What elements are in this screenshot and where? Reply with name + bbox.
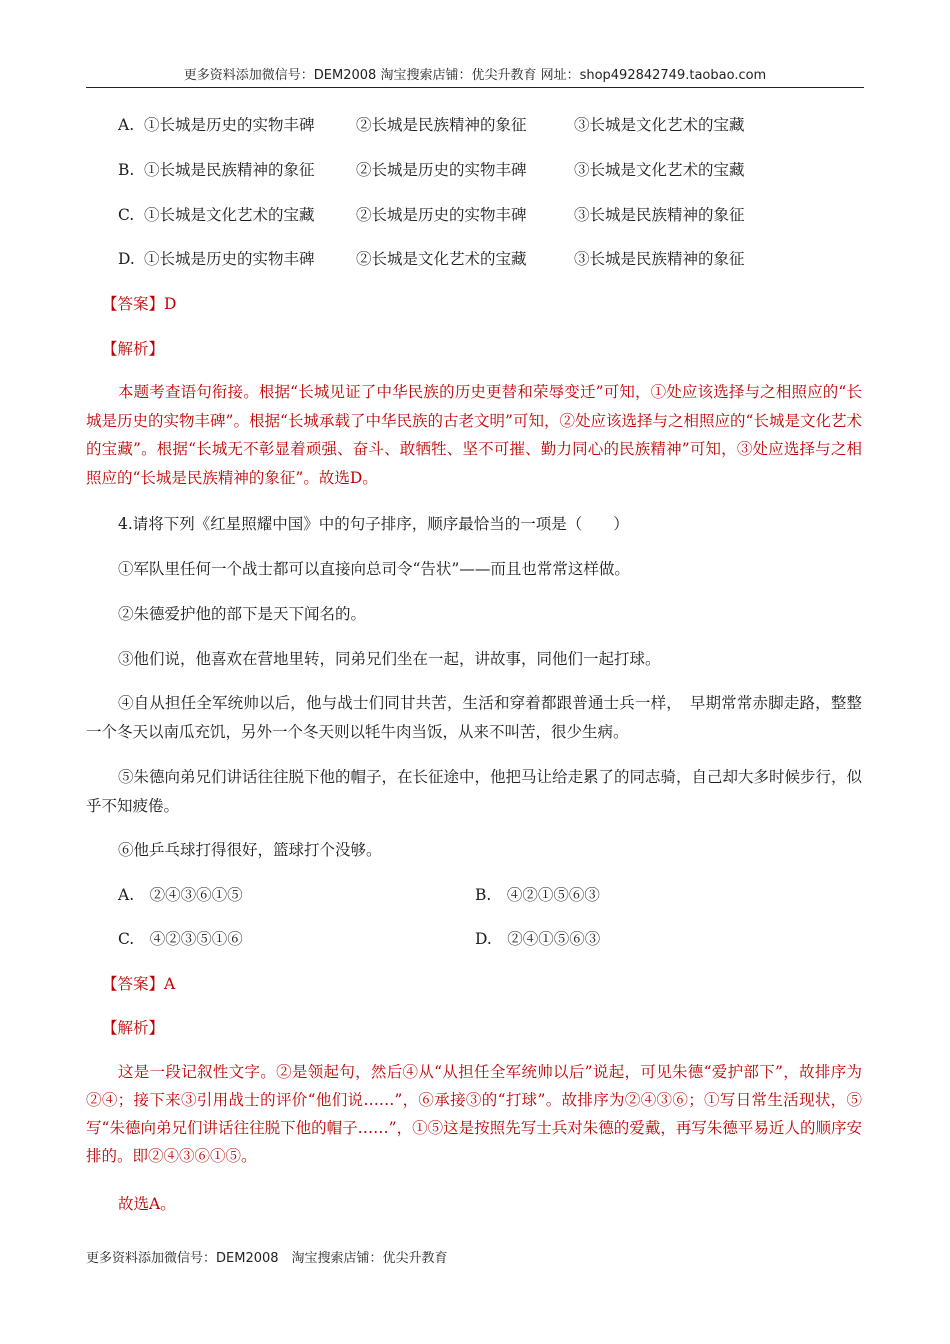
option-letter: D. (118, 250, 135, 268)
page-header: 更多资料添加微信号：DEM2008 淘宝搜索店铺：优尖升教育 网址：shop492842749.taobao.com (183, 68, 767, 83)
q4-answer: 【答案】A (102, 975, 176, 993)
option-clause-2: ②长城是民族精神的象征 (356, 116, 527, 134)
option-letter: A. (118, 116, 135, 134)
q4-sentence-3: ③他们说，他喜欢在营地里转，同弟兄们坐在一起，讲故事，同他们一起打球。 (118, 650, 661, 668)
q3-analysis-label: 【解析】 (102, 340, 165, 358)
q4-analysis-text: 这是一段记叙性文字。②是领起句，然后④从“从担任全军统帅以后”说起，可见朱德“爱护部下”，故排序为②④；接下来③引用战士的评价“他们说……”，⑥承接③的“打球”。故排序为②④③⑥；①写日常生活现状，⑤写“朱德向弟兄们讲话往往脱下他的帽子……”，①⑤这是按照先写士兵对朱德的爱戴，再写朱德平易近人的顺序安排的。即②④③⑥①⑤。 (86, 1063, 862, 1165)
option-clause-1: ①长城是历史的实物丰碑 (144, 250, 315, 268)
option-clause-3: ③长城是文化艺术的宝藏 (574, 161, 745, 179)
option-clause-1: ①长城是历史的实物丰碑 (144, 116, 315, 134)
q4-sentence-2: ②朱德爱护他的部下是天下闻名的。 (118, 605, 367, 623)
q4-option-c: C. ④②③⑤①⑥ (118, 930, 243, 948)
q4-option-a: A. ②④③⑥①⑤ (118, 886, 243, 904)
q4-sentence-4: ④自从担任全军统帅以后，他与战士们同甘共苦，生活和穿着都跟普通士兵一样， 早期常常赤脚走路，整整一个冬天以南瓜充饥，另外一个冬天则以牦牛肉当饭，从来不叫苦，很少生病。 (86, 694, 862, 741)
option-clause-1: ①长城是民族精神的象征 (144, 161, 315, 179)
q4-analysis-label: 【解析】 (102, 1019, 165, 1037)
option-letter: B. (118, 161, 135, 179)
q4-sentence-1: ①军队里任何一个战士都可以直接向总司令“告状”——而且也常常这样做。 (118, 560, 630, 578)
page-footer: 更多资料添加微信号：DEM2008 淘宝搜索店铺：优尖升教育 (86, 1251, 448, 1266)
q4-option-b: B. ④②①⑤⑥③ (475, 886, 600, 904)
q4-sentence-6: ⑥他乒乓球打得很好，篮球打个没够。 (118, 841, 382, 859)
q4-sentence-5: ⑤朱德向弟兄们讲话往往脱下他的帽子，在长征途中，他把马让给走累了的同志骑，自己却大多时候步行，似乎不知疲倦。 (86, 768, 863, 815)
q4-option-d: D. ②④①⑤⑥③ (475, 930, 601, 948)
option-clause-2: ②长城是历史的实物丰碑 (356, 161, 527, 179)
header-rule (86, 87, 864, 88)
q3-analysis-text: 本题考查语句衔接。根据“长城见证了中华民族的历史更替和荣辱变迁”可知，①处应该选择与之相照应的“长城是历史的实物丰碑”。根据“长城承载了中华民族的古老文明”可知，②处应该选择与之相照应的“长城是文化艺术的宝藏”。根据“长城无不彰显着顽强、奋斗、敢牺牲、坚不可摧、勤力同心的民族精神”可知，③处应选择与之相照应的“长城是民族精神的象征”。故选D。 (86, 383, 862, 487)
option-clause-3: ③长城是民族精神的象征 (574, 206, 745, 224)
option-clause-1: ①长城是文化艺术的宝藏 (144, 206, 315, 224)
q4-conclusion: 故选A。 (118, 1195, 176, 1213)
option-clause-2: ②长城是文化艺术的宝藏 (356, 250, 527, 268)
q3-answer: 【答案】D (102, 295, 177, 313)
option-letter: C. (118, 206, 135, 224)
option-clause-3: ③长城是民族精神的象征 (574, 250, 745, 268)
q4-stem: 4.请将下列《红星照耀中国》中的句子排序，顺序最恰当的一项是（ ） (118, 515, 629, 533)
option-clause-3: ③长城是文化艺术的宝藏 (574, 116, 745, 134)
option-clause-2: ②长城是历史的实物丰碑 (356, 206, 527, 224)
